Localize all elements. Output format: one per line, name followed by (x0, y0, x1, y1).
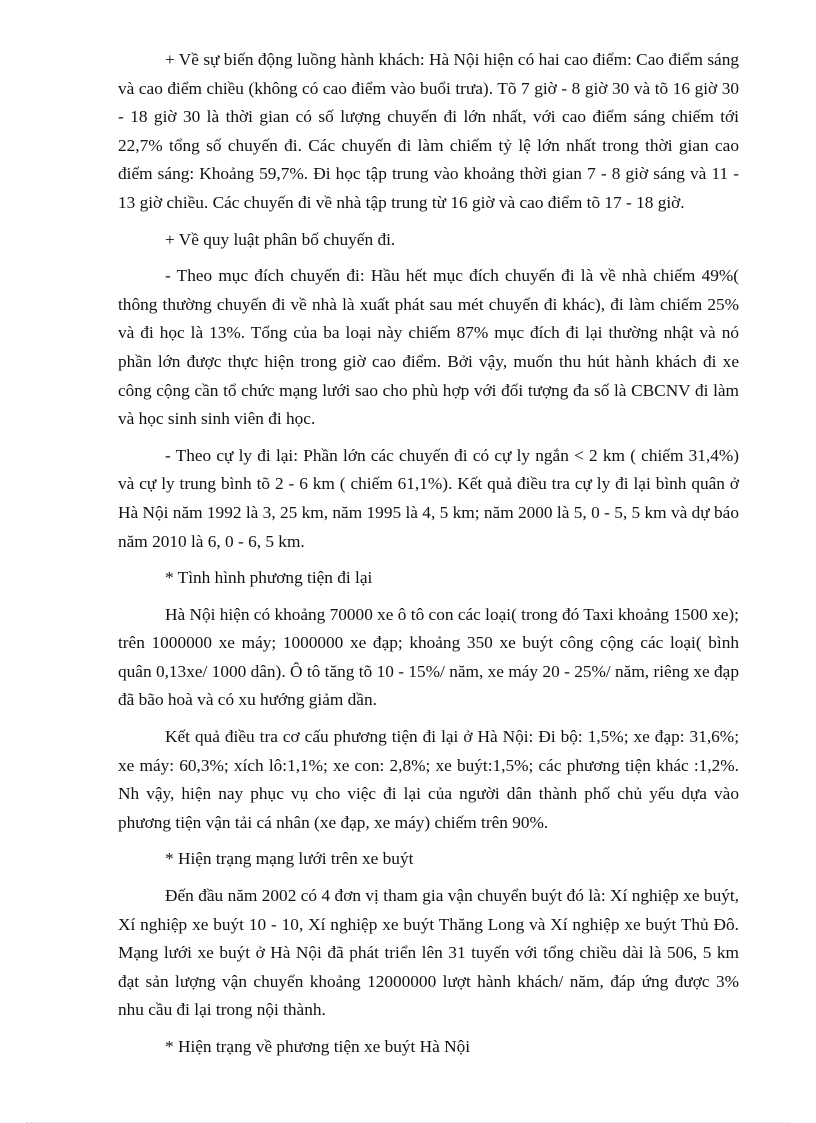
paragraph-bus-fleet-heading: * Hiện trạng về phương tiện xe buýt Hà Nội (165, 1037, 471, 1056)
paragraph-vehicle-situation-heading: * Tình hình phương tiện đi lại (165, 568, 373, 588)
paragraph-bus-network-heading: * Hiện trạng mạng lưới trên xe buýt (165, 849, 414, 869)
paragraph-trip-distance: - Theo cự ly đi lại: Phần lớn các chuyến đi có cự ly ngắn < 2 km ( chiếm 31,4%) và cự ly trung bình tõ 2 - 6 km ( chiếm 61,1%). Kết quả điều tra cự ly đi lại bình quân ở Hà Nội năm 1992 là 3, 25 km, năm 1995 là 4, 5 km; năm 2000 là 5, 0 - 5, 5 km và dự báo năm 2010 là 6, 0 - 6, 5 km. (118, 445, 739, 551)
paragraph-modal-split: Kết quả điều tra cơ cấu phương tiện đi lại ở Hà Nội: Đi bộ: 1,5%; xe đạp: 31,6%; xe máy: 60,3%; xích lô:1,1%; xe con: 2,8%; xe buýt:1,5%; các phương tiện khác :1,2%. Nh vậy, hiện nay phục vụ cho việc đi lại của người dân thành phố chủ yếu dựa vào phương tiện vận tải cá nhân (xe đạp, xe máy) chiếm trên 90%. (118, 727, 739, 832)
paragraph-vehicle-counts: Hà Nội hiện có khoảng 70000 xe ô tô con các loại( trong đó Taxi khoảng 1500 xe); trên 1000000 xe máy; 1000000 xe đạp; khoảng 350 xe buýt công cộng các loại( bình quân 0,13xe/ 1000 dân). Ô tô tăng tõ 10 - 15%/ năm, xe máy 20 - 25%/ năm, riêng xe đạp đã bão hoà và có xu hướng giảm dần. (118, 604, 739, 710)
document-body (118, 46, 739, 1070)
paragraph-trip-purpose: - Theo mục đích chuyến đi: Hầu hết mục đích chuyến đi là về nhà chiếm 49%( thông thường chuyến đi về nhà là xuất phát sau mét chuyến đi khác), đi làm chiếm 25% và đi học là 13%. Tổng của ba loại này chiếm 87% mục đích đi lại thường nhật và nó phần lớn được thực hiện trong giờ cao điểm. Bởi vậy, muốn thu hút hành khách đi xe công cộng cần tổ chức mạng lưới sao cho phù hợp với đối tượng đa số là CBCNV đi làm và học sinh sinh viên đi học. (118, 266, 739, 429)
paragraph-trip-distribution-heading: + Về quy luật phân bố chuyến đi. (165, 229, 396, 249)
paragraph-passenger-flow: + Về sự biến động luồng hành khách: Hà Nội hiện có hai cao điểm: Cao điểm sáng và cao điểm chiều (không có cao điểm vào buổi trưa). Tõ 7 giờ - 8 giờ 30 và tõ 16 giờ 30 - 18 giờ 30 là thời gian có số lượng chuyến đi lớn nhất, với cao điểm sáng chiếm tới 22,7% tổng số chuyến đi. Các chuyến đi làm chiếm tỷ lệ lớn nhất trong thời gian cao điểm sáng: Khoảng 59,7%. Đi học tập trung vào khoảng thời gian 7 - 8 giờ sáng và 11 - 13 giờ chiều. Các chuyến đi về nhà tập trung từ 16 giờ và cao điểm tõ 17 - 18 giờ. (118, 50, 739, 212)
paragraph-bus-network: Đến đầu năm 2002 có 4 đơn vị tham gia vận chuyển buýt đó là: Xí nghiệp xe buýt, Xí nghiệp xe buýt 10 - 10, Xí nghiệp xe buýt Thăng Long và Xí nghiệp xe buýt Thủ Đô. Mạng lưới xe buýt ở Hà Nội đã phát triển lên 31 tuyến với tổng chiều dài là 506, 5 km đạt sản lượng vận chuyển khoảng 12000000 lượt hành khách/ năm, đáp ứng được 3% nhu cầu đi lại trong nội thành. (118, 886, 739, 1020)
